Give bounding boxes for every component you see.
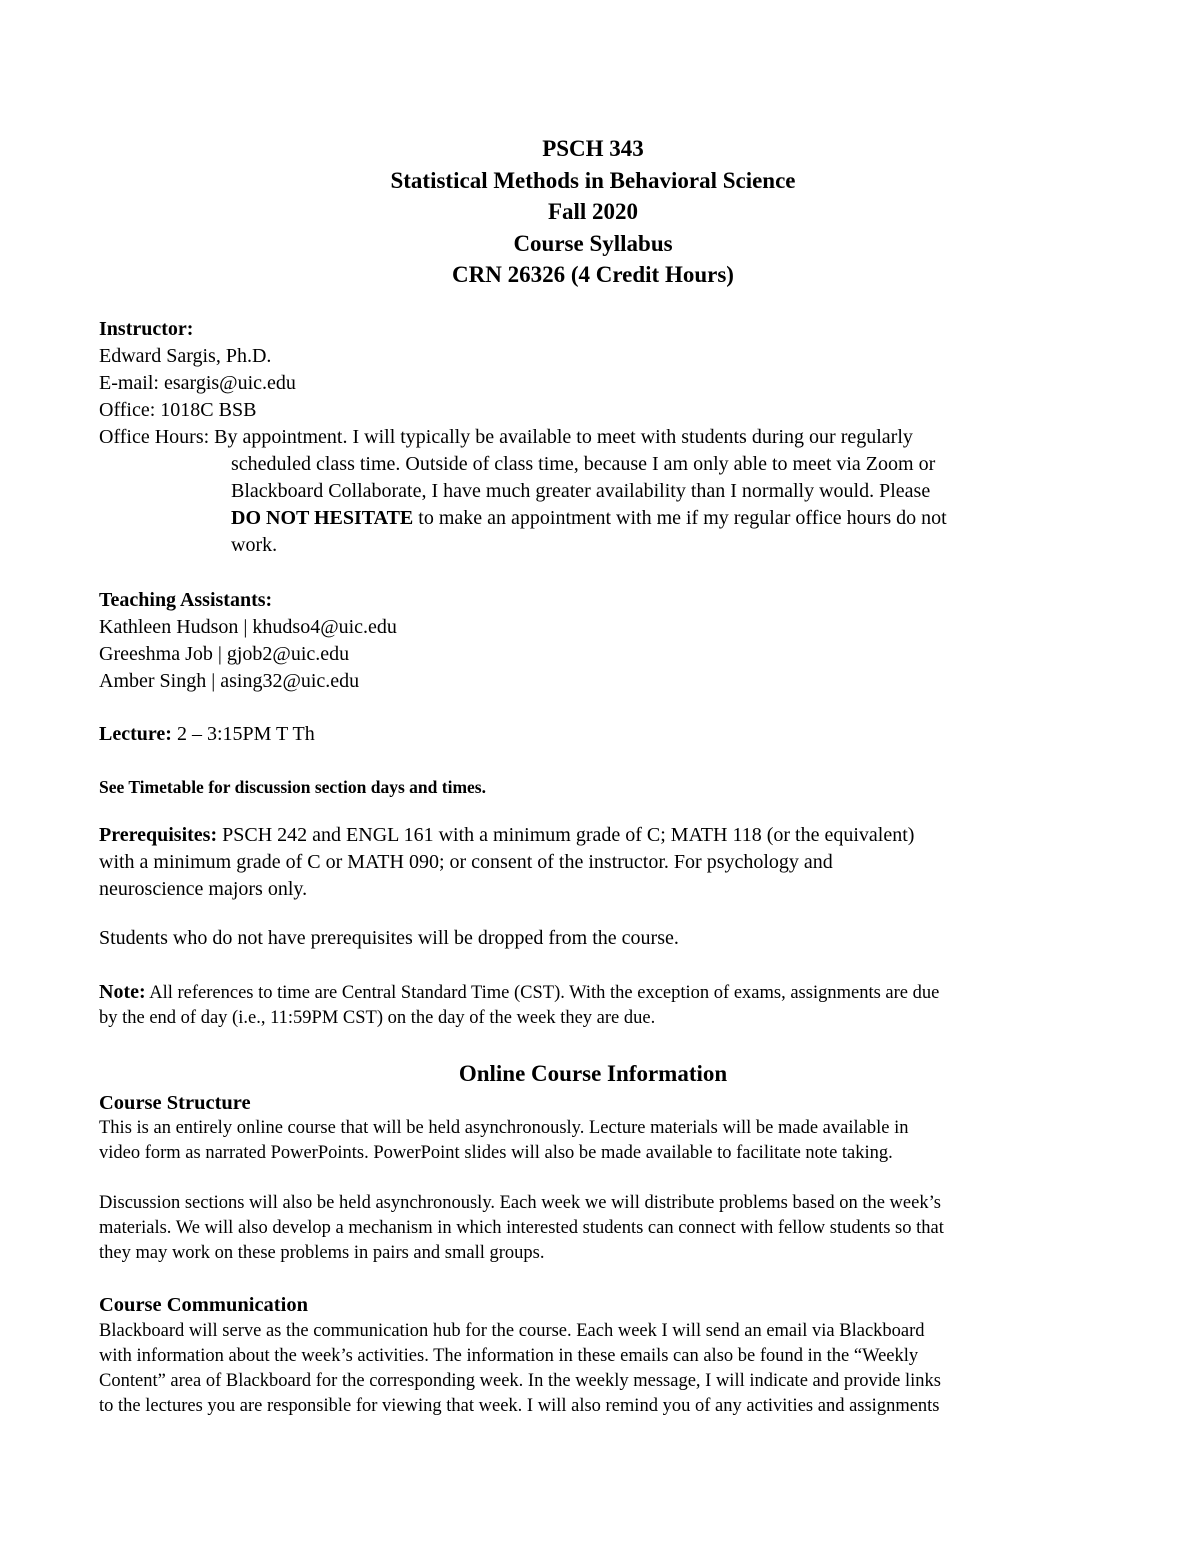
- prereq-text-1: PSCH 242 and ENGL 161 with a minimum grade of C; MATH 118 (or the equivalent): [217, 824, 915, 846]
- title-block: [0, 133, 1186, 291]
- course-structure-p2: [99, 1191, 1099, 1266]
- timetable-note: See Timetable for discussion section days and times.: [99, 777, 486, 797]
- time-note-line-1: [99, 980, 1099, 1006]
- instructor-section: [99, 316, 1099, 559]
- time-note-section: [99, 980, 1099, 1031]
- ta-item: Kathleen Hudson | khudso4@uic.edu: [99, 616, 397, 638]
- lecture-line: [99, 721, 1099, 748]
- lecture-section: [99, 721, 1099, 748]
- text-line: Discussion sections will also be held asynchronously. Each week we will distribute problems based on the week’s: [99, 1193, 941, 1213]
- office-hours-line-1: [99, 424, 1099, 451]
- course-crn: CRN 26326 (4 Credit Hours): [452, 262, 734, 287]
- text-line: Content” area of Blackboard for the corresponding week. In the weekly message, I will indicate and provide links: [99, 1371, 941, 1391]
- text-line: they may work on these problems in pairs and small groups.: [99, 1243, 545, 1263]
- instructor-office: Office: 1018C BSB: [99, 399, 257, 421]
- time-note-label: Note:: [99, 981, 146, 1003]
- ta-item: Greeshma Job | gjob2@uic.edu: [99, 643, 350, 665]
- prereq-line-3: neuroscience majors only.: [99, 878, 308, 900]
- document-type: Course Syllabus: [513, 230, 673, 256]
- course-structure-heading: Course Structure: [99, 1092, 251, 1114]
- prereq-label: Prerequisites:: [99, 824, 218, 846]
- time-note-text-1: All references to time are Central Standard Time (CST). With the exception of exams, assignments are due: [145, 983, 940, 1003]
- course-structure-p1: [99, 1116, 1099, 1166]
- prereq-dropped: Students who do not have prerequisites will be dropped from the course.: [99, 927, 679, 949]
- prereq-line-1: [99, 822, 1099, 849]
- ta-section: [99, 587, 1099, 695]
- course-communication-heading: Course Communication: [99, 1294, 308, 1316]
- office-hours-label: Office Hours:: [99, 426, 210, 448]
- instructor-email: E-mail: esargis@uic.edu: [99, 372, 296, 394]
- office-hours-text-4: to make an appointment with me if my regular office hours do not: [413, 507, 947, 529]
- time-note-line-2: by the end of day (i.e., 11:59PM CST) on the day of the week they are due.: [99, 1008, 656, 1028]
- office-hours-text-1: By appointment. I will typically be available to meet with students during our regularly: [214, 426, 913, 448]
- text-line: Blackboard will serve as the communication hub for the course. Each week I will send an email via Blackboard: [99, 1321, 925, 1341]
- online-info-heading: Online Course Information: [458, 1061, 728, 1086]
- course-name: Statistical Methods in Behavioral Science: [390, 167, 796, 193]
- office-hours-line-3: Blackboard Collaborate, I have much greater availability than I normally would. Please: [231, 480, 931, 502]
- lecture-label: Lecture:: [99, 723, 172, 745]
- ta-heading: Teaching Assistants:: [99, 589, 273, 611]
- course-code: PSCH 343: [542, 136, 644, 161]
- office-hours-line-4: [99, 505, 1099, 532]
- course-communication-p1: [99, 1319, 1099, 1419]
- text-line: to the lectures you are responsible for viewing that week. I will also remind you of any activities and assignments: [99, 1396, 940, 1416]
- course-term: Fall 2020: [547, 199, 639, 224]
- text-line: This is an entirely online course that will be held asynchronously. Lecture materials will be made available in: [99, 1118, 909, 1138]
- instructor-name: Edward Sargis, Ph.D.: [99, 345, 272, 367]
- text-line: video form as narrated PowerPoints. PowerPoint slides will also be made available to facilitate note taking.: [99, 1143, 893, 1163]
- office-hours-emphasis: DO NOT HESITATE: [231, 507, 414, 529]
- office-hours-line-2: scheduled class time. Outside of class time, because I am only able to meet via Zoom or: [231, 453, 936, 475]
- prereq-section: [99, 822, 1099, 903]
- text-line: materials. We will also develop a mechanism in which interested students can connect with fellow students so that: [99, 1218, 944, 1238]
- ta-item: Amber Singh | asing32@uic.edu: [99, 670, 360, 692]
- lecture-time: 2 – 3:15PM T Th: [171, 723, 315, 745]
- text-line: with information about the week’s activities. The information in these emails can also be found in the “Weekly: [99, 1346, 919, 1366]
- prereq-line-2: with a minimum grade of C or MATH 090; or consent of the instructor. For psychology and: [99, 851, 833, 873]
- office-hours-line-5: work.: [231, 534, 278, 556]
- instructor-heading: Instructor:: [99, 318, 194, 340]
